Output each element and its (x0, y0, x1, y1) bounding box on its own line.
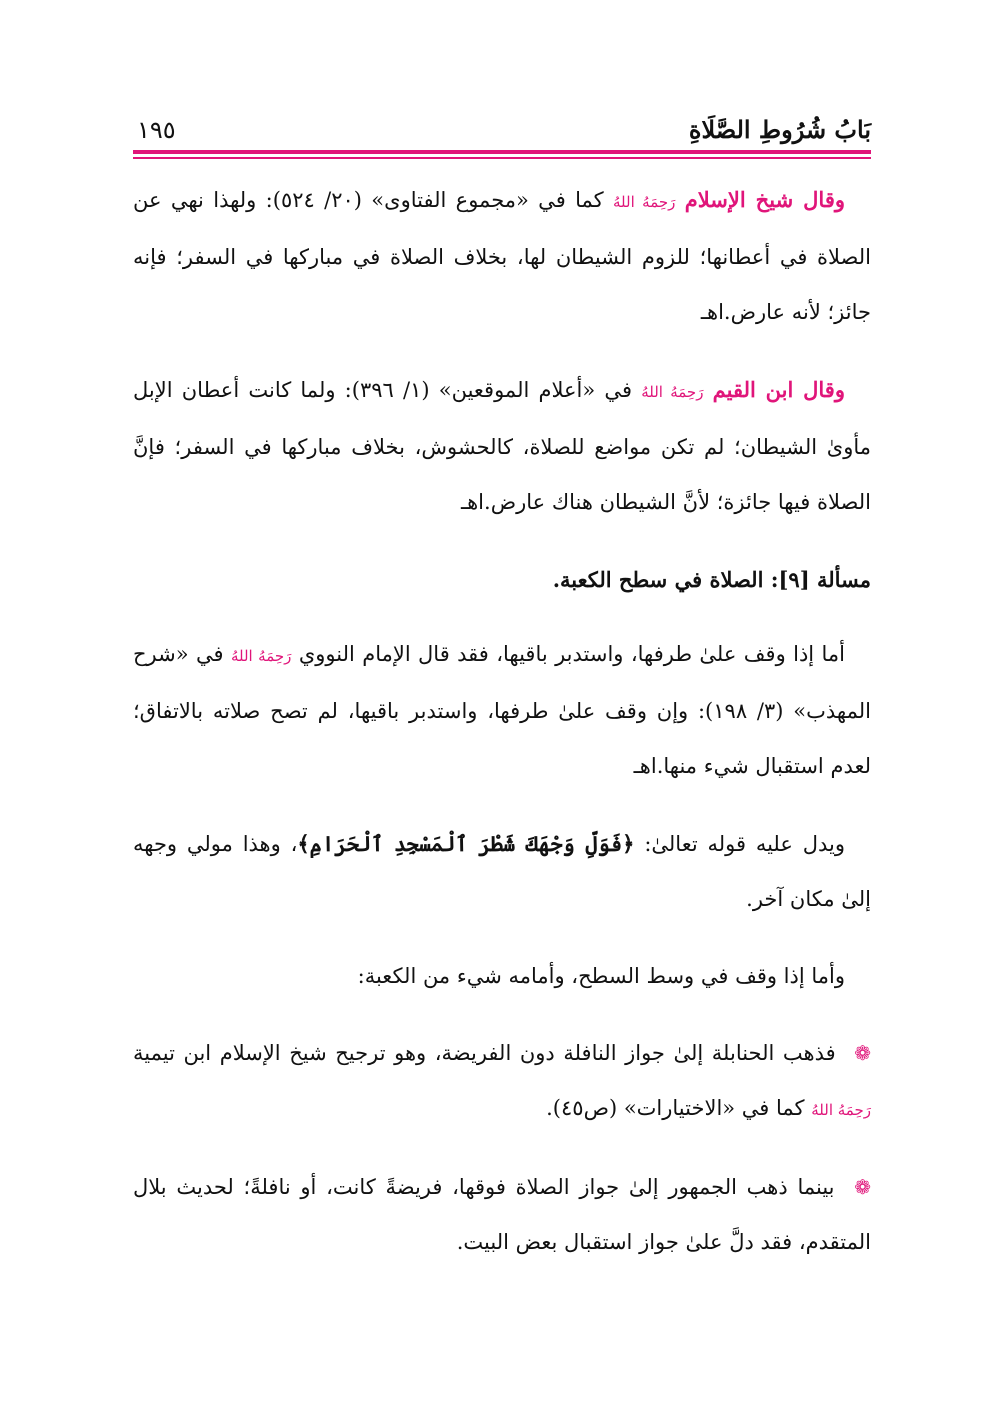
chapter-title: بَابُ شُرُوطِ الصَّلَاةِ (688, 115, 871, 144)
paragraph-middle-of-roof (133, 949, 871, 1004)
bullet-item-jumhur (133, 1160, 871, 1270)
section-heading (133, 552, 871, 607)
honorific-mark: رَحِمَهُ اللهُ (811, 1101, 871, 1119)
quran-verse: ﴿فَوَلِّ وَجْهَكَ شَطْرَ ٱلْمَسْجِدِ ٱلْحَرَامِ﴾ (297, 831, 635, 856)
page-body (133, 172, 871, 1292)
paragraph-text: ويدل عليه قوله تعالىٰ: (644, 832, 845, 856)
flower-bullet-icon: ❁ (854, 1175, 871, 1199)
paragraph-ibn-taymiyya-quote (133, 172, 871, 340)
bullet-text: فذهب الحنابلة إلىٰ جواز النافلة دون الفريضة، وهو ترجيح شيخ الإسلام ابن تيمية (133, 1041, 836, 1065)
paragraph-nawawi-quote (133, 627, 871, 794)
paragraph-text: في «شرح المهذب» (٣/ ١٩٨): وإن وقف علىٰ طرفها، واستدبر باقيها، لم تصح صلاته بالاتفاق؛ لعدم استقبال شيء منها.اهـ (133, 642, 871, 778)
paragraph-text: وأما إذا وقف في وسط السطح، وأمامه شيء من الكعبة: (357, 964, 845, 988)
paragraph-text: في «أعلام الموقعين» (١/ ٣٩٦): ولما كانت أعطان الإبل مأوىٰ الشيطان؛ لم تكن مواضع للصلاة، كالحشوش، بخلاف مباركها في السفر؛ فإنَّ الصلاة فيها جائزة؛ لأنَّ الشيطان هناك عارض.اهـ (133, 378, 871, 514)
paragraph-text: كما في «مجموع الفتاوى» (٢٠/ ٥٢٤): ولهذا نهي عن الصلاة في أعطانها؛ للزوم الشيطان لها، بخلاف الصلاة في مباركها في السفر؛ فإنه جائز؛ لأنه عارض.اهـ (133, 188, 871, 324)
speaker-name: وقال ابن القيم (712, 377, 845, 402)
bullet-item-hanabila (133, 1026, 871, 1138)
bullet-text: كما في «الاختيارات» (ص٤٥). (546, 1096, 805, 1120)
flower-bullet-icon: ❁ (854, 1041, 871, 1065)
honorific-mark: رَحِمَهُ اللهُ (230, 647, 292, 665)
honorific-mark: رَحِمَهُ اللهُ (612, 193, 676, 211)
bullet-text: بينما ذهب الجمهور إلىٰ جواز الصلاة فوقها، فريضةً كانت، أو نافلةً؛ لحديث بلال المتقدم، فقد دلَّ علىٰ جواز استقبال بعض البيت. (133, 1175, 871, 1254)
header-rule-thick (133, 150, 871, 154)
page-number: ١٩٥ (137, 116, 176, 144)
paragraph-quran-evidence (133, 816, 871, 927)
paragraph-ibn-al-qayyim-quote (133, 362, 871, 530)
speaker-name: وقال شيخ الإسلام (684, 187, 845, 212)
page-header (133, 112, 871, 150)
honorific-mark: رَحِمَهُ اللهُ (641, 383, 704, 401)
paragraph-text: ، وهذا مولي وجهه إلىٰ مكان آخر. (133, 832, 871, 911)
heading-text: مسألة [٩]: الصلاة في سطح الكعبة. (552, 567, 871, 592)
header-rule-thin (133, 157, 871, 159)
paragraph-text: أما إذا وقف علىٰ طرفها، واستدبر باقيها، فقد قال الإمام النووي (298, 642, 846, 666)
